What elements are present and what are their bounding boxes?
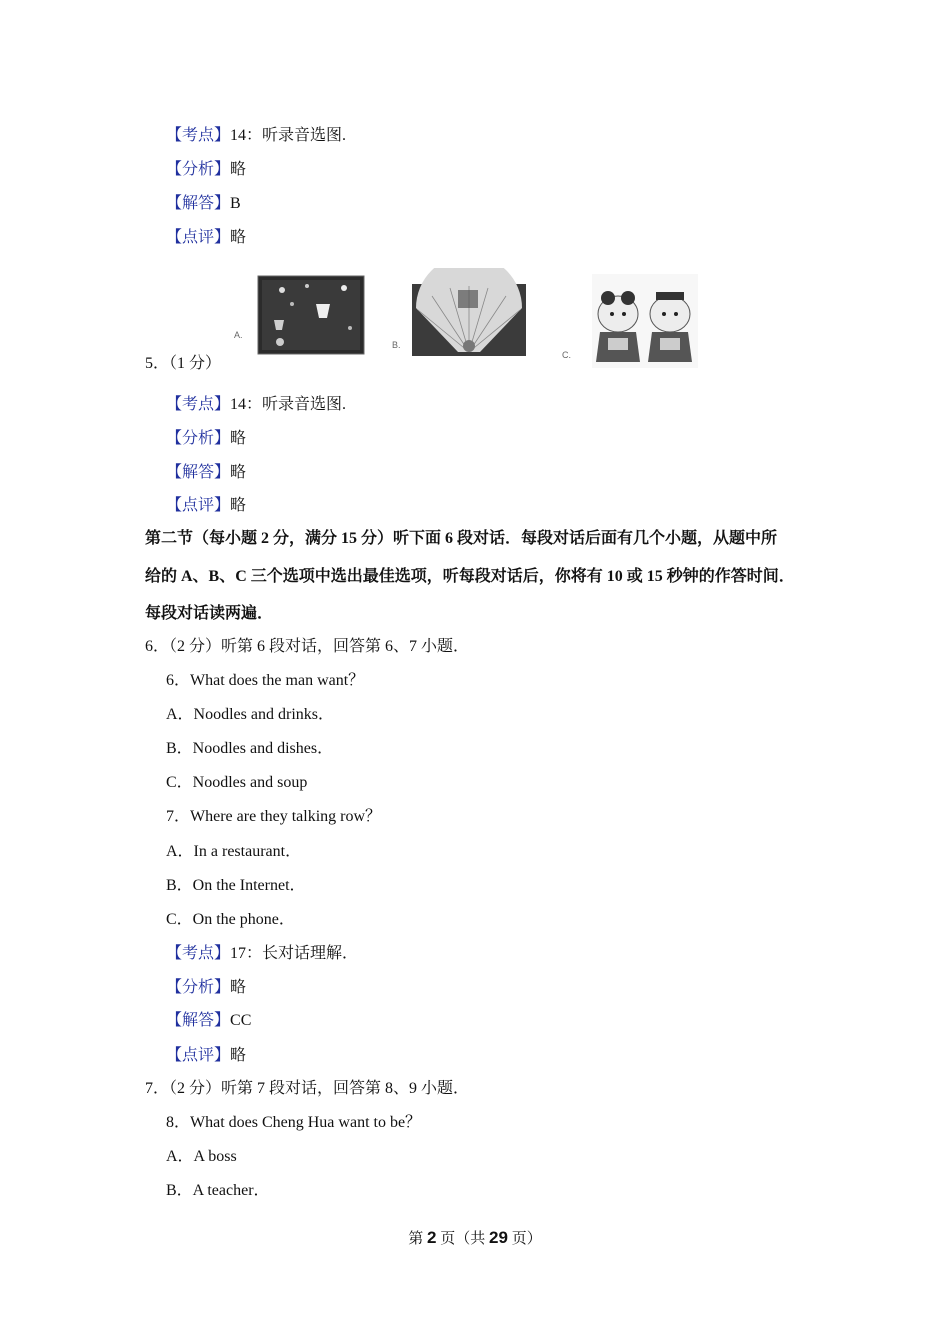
fenxi-text: 略 (230, 161, 247, 178)
option-b-letter: B. (392, 340, 401, 350)
question-7-stem: 7．（2 分）听第 7 段对话，回答第 8、9 小题． (145, 1080, 470, 1097)
current-page-number: 2 (427, 1228, 437, 1247)
page-footer (0, 1228, 950, 1249)
dianping-text: 略 (230, 1047, 247, 1064)
question-5-stem: 5．（1 分） (145, 355, 222, 372)
subquestion-8-option-a: A．A boss (166, 1148, 237, 1165)
subquestion-7-option-b: B．On the Internet． (166, 877, 306, 894)
dianping-text: 略 (230, 229, 247, 246)
jieda-label: 【解答】 (166, 195, 231, 212)
jieda-text: CC (230, 1012, 252, 1029)
subquestion-6-option-b: B．Noodles and dishes． (166, 740, 334, 757)
question-5-options-figure (232, 268, 698, 370)
jieda-line (166, 1011, 251, 1031)
jieda-label: 【解答】 (166, 1012, 231, 1029)
kaodian-text: 14：听录音选图. (230, 396, 347, 413)
kaodian-label: 【考点】 (166, 945, 231, 962)
subquestion-8-option-b: B．A teacher． (166, 1182, 270, 1199)
dianping-label: 【点评】 (166, 229, 231, 246)
sky-lanterns-photo (258, 276, 364, 354)
dianping-line (166, 228, 246, 248)
kaodian-line (166, 395, 346, 415)
dianping-line (166, 1046, 246, 1066)
fenxi-label: 【分析】 (166, 979, 231, 996)
clay-dolls-photo (592, 274, 698, 368)
footer-prefix: 第 (408, 1231, 428, 1247)
subquestion-6: 6．What does the man want？ (166, 672, 365, 689)
fenxi-line (166, 978, 246, 998)
kaodian-text: 17：长对话理解． (230, 945, 359, 962)
fenxi-line (166, 429, 246, 449)
subquestion-7-option-a: A．In a restaurant． (166, 843, 302, 860)
jieda-text: 略 (230, 464, 247, 481)
dianping-line (166, 496, 246, 516)
jieda-line (166, 463, 246, 483)
fan-photo (412, 268, 526, 356)
jieda-line (166, 194, 241, 214)
kaodian-line (166, 944, 358, 964)
subquestion-7-option-c: C．On the phone． (166, 911, 295, 928)
dianping-text: 略 (230, 497, 247, 514)
section-2-instructions-line-3: 每段对话读两遍． (145, 605, 274, 622)
subquestion-8: 8．What does Cheng Hua want to be？ (166, 1114, 422, 1131)
fenxi-line (166, 160, 246, 180)
fenxi-label: 【分析】 (166, 161, 231, 178)
total-pages-number: 29 (489, 1228, 508, 1247)
kaodian-label: 【考点】 (166, 127, 231, 144)
fenxi-text: 略 (230, 979, 247, 996)
kaodian-text: 14：听录音选图. (230, 127, 347, 144)
dianping-label: 【点评】 (166, 497, 231, 514)
footer-suffix: 页） (507, 1231, 542, 1247)
kaodian-line (166, 126, 346, 146)
kaodian-label: 【考点】 (166, 396, 231, 413)
subquestion-7: 7．Where are they talking row？ (166, 808, 382, 825)
question-6-stem: 6．（2 分）听第 6 段对话，回答第 6、7 小题． (145, 638, 470, 655)
subquestion-6-option-c: C．Noodles and soup (166, 774, 308, 791)
options-image (232, 268, 698, 370)
option-a-letter: A. (234, 330, 243, 340)
option-c-letter: C. (562, 350, 571, 360)
section-2-instructions-line-2: 给的 A、B、C 三个选项中选出最佳选项，听每段对话后，你将有 10 或 15 秒钟的作答时间． (145, 568, 795, 585)
subquestion-6-option-a: A．Noodles and drinks． (166, 706, 334, 723)
footer-middle: 页（共 (436, 1231, 490, 1247)
fenxi-text: 略 (230, 430, 247, 447)
jieda-text: B (230, 195, 241, 212)
fenxi-label: 【分析】 (166, 430, 231, 447)
dianping-label: 【点评】 (166, 1047, 231, 1064)
jieda-label: 【解答】 (166, 464, 231, 481)
section-2-instructions-line-1: 第二节（每小题 2 分，满分 15 分）听下面 6 段对话．每段对话后面有几个小题，从题中所 (145, 530, 778, 547)
